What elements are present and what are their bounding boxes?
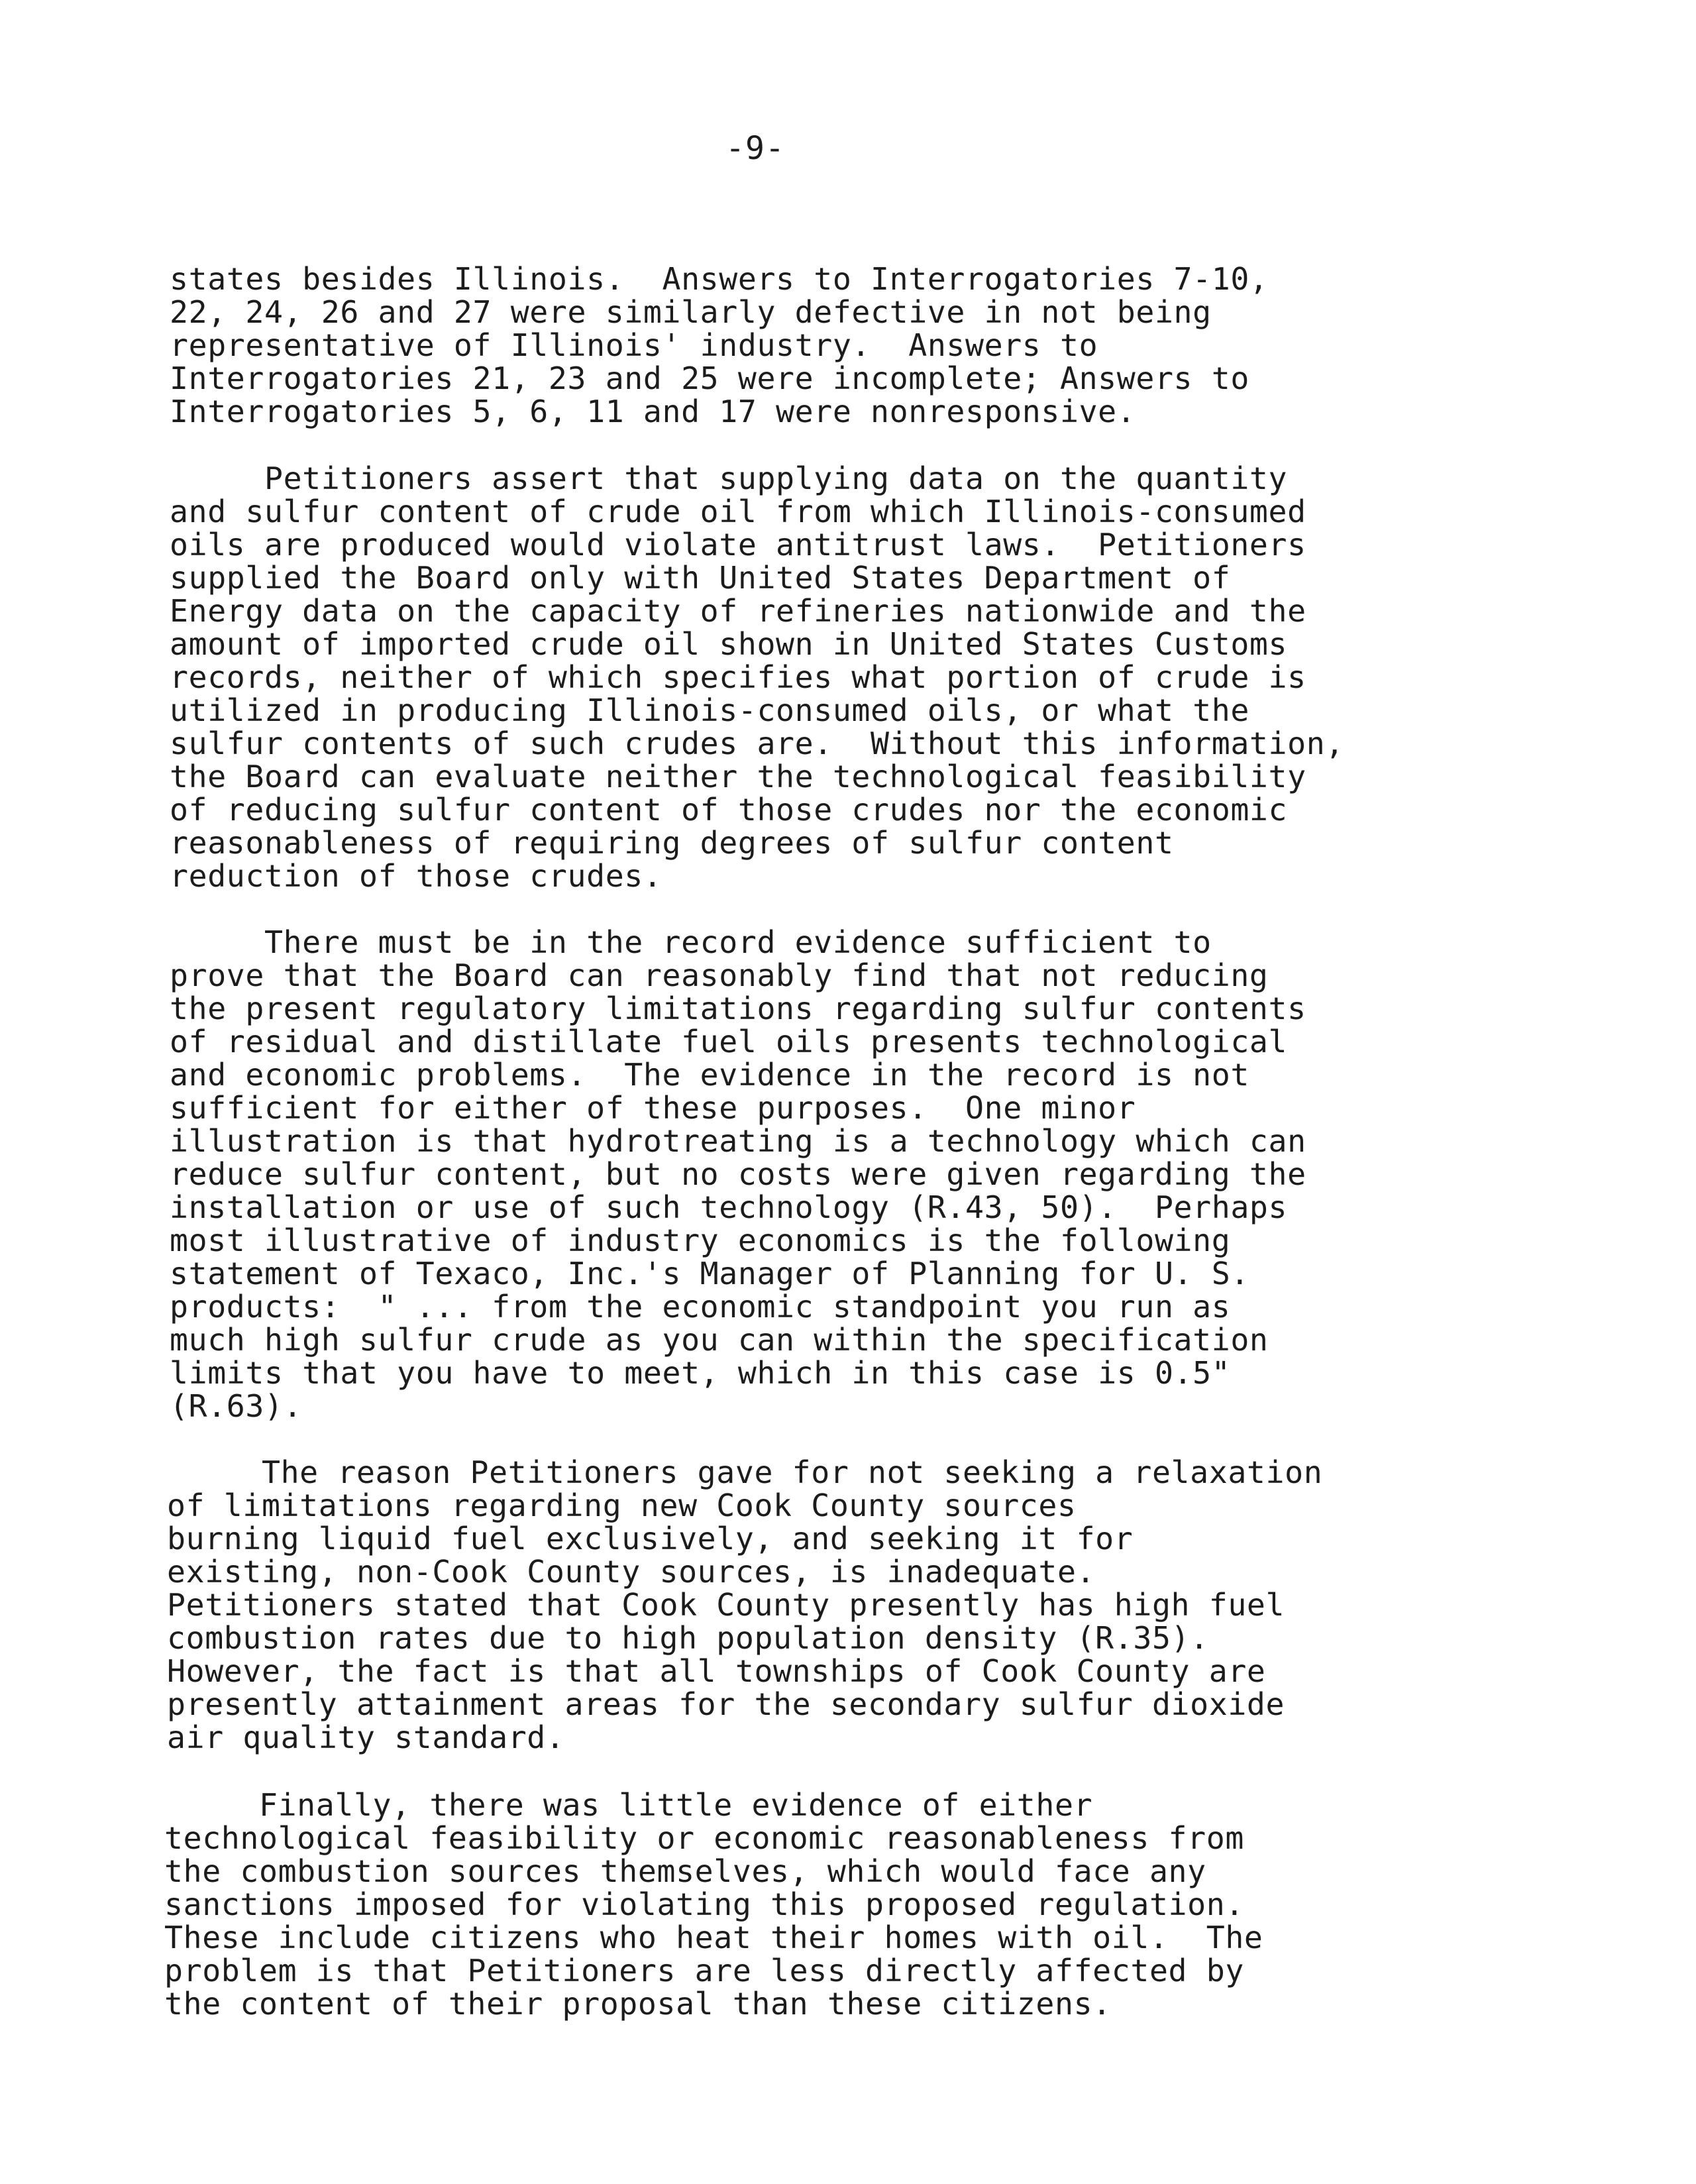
text-line: However, the fact is that all townships of Cook County are [167, 1653, 1266, 1689]
text-line: representative of Illinois' industry. Answers to [170, 327, 1098, 363]
text-line: problem is that Petitioners are less directly affected by [164, 1953, 1244, 1989]
text-line: records, neither of which specifies what portion of crude is [170, 659, 1306, 695]
text-line: limits that you have to meet, which in this case is 0.5" [170, 1355, 1231, 1391]
text-line: supplied the Board only with United States Department of [170, 560, 1231, 596]
text-line: sufficient for either of these purposes. One minor [170, 1090, 1136, 1126]
text-line: oils are produced would violate antitrust laws. Petitioners [170, 527, 1306, 563]
text-line: prove that the Board can reasonably find that not reducing [170, 957, 1269, 993]
text-line: Petitioners assert that supplying data on the quantity [170, 461, 1288, 496]
text-line: amount of imported crude oil shown in United States Customs [170, 626, 1288, 662]
text-line: Energy data on the capacity of refineries nationwide and the [170, 593, 1306, 629]
text-line: of reducing sulfur content of those crudes nor the economic [170, 792, 1288, 828]
text-line: presently attainment areas for the secondary sulfur dioxide [167, 1686, 1285, 1722]
text-line: and economic problems. The evidence in the record is not [170, 1057, 1249, 1093]
text-line: These include citizens who heat their homes with oil. The [164, 1920, 1263, 1955]
text-line: The reason Petitioners gave for not seeking a relaxation [167, 1454, 1323, 1490]
text-line: technological feasibility or economic reasonableness from [164, 1820, 1244, 1856]
text-line: There must be in the record evidence sufficient to [170, 924, 1212, 960]
text-line: of limitations regarding new Cook County sources [167, 1488, 1077, 1523]
text-line: utilized in producing Illinois-consumed oils, or what the [170, 692, 1249, 728]
text-line: much high sulfur crude as you can within the specification [170, 1322, 1269, 1358]
text-line: (R.63). [170, 1388, 303, 1424]
text-line: combustion rates due to high population density (R.35). [167, 1620, 1209, 1656]
text-line: sulfur contents of such crudes are. Without this information, [170, 726, 1344, 761]
text-line: the present regulatory limitations regarding sulfur contents [170, 991, 1306, 1026]
text-line: illustration is that hydrotreating is a technology which can [170, 1123, 1306, 1159]
page-number: -9- [725, 130, 785, 167]
text-line: 22, 24, 26 and 27 were similarly defective in not being [170, 294, 1212, 330]
text-line: Interrogatories 21, 23 and 25 were incomplete; Answers to [170, 360, 1249, 396]
text-line: existing, non-Cook County sources, is inadequate. [167, 1554, 1096, 1590]
text-line: states besides Illinois. Answers to Interrogatories 7-10, [170, 261, 1269, 297]
text-line: and sulfur content of crude oil from which Illinois-consumed [170, 494, 1306, 529]
text-line: air quality standard. [167, 1720, 565, 1755]
text-line: the Board can evaluate neither the technological feasibility [170, 759, 1306, 794]
text-line: Petitioners stated that Cook County presently has high fuel [167, 1587, 1285, 1623]
text-line: Finally, there was little evidence of either [164, 1787, 1093, 1823]
text-line: burning liquid fuel exclusively, and seeking it for [167, 1521, 1134, 1556]
text-line: statement of Texaco, Inc.'s Manager of Planning for U. S. [170, 1256, 1249, 1291]
text-line: Interrogatories 5, 6, 11 and 17 were nonresponsive. [170, 394, 1136, 429]
text-line: installation or use of such technology (R.43, 50). Perhaps [170, 1189, 1288, 1225]
text-line: reduce sulfur content, but no costs were given regarding the [170, 1156, 1306, 1192]
text-line: sanctions imposed for violating this proposed regulation. [164, 1886, 1244, 1922]
text-line: of residual and distillate fuel oils presents technological [170, 1024, 1288, 1060]
text-line: reasonableness of requiring degrees of sulfur content [170, 825, 1174, 861]
text-line: most illustrative of industry economics is the following [170, 1223, 1231, 1258]
text-line: products: " ... from the economic standpoint you run as [170, 1289, 1231, 1325]
text-line: the combustion sources themselves, which would face any [164, 1853, 1206, 1889]
text-line: reduction of those crudes. [170, 858, 662, 894]
text-line: the content of their proposal than these citizens. [164, 1986, 1112, 2022]
